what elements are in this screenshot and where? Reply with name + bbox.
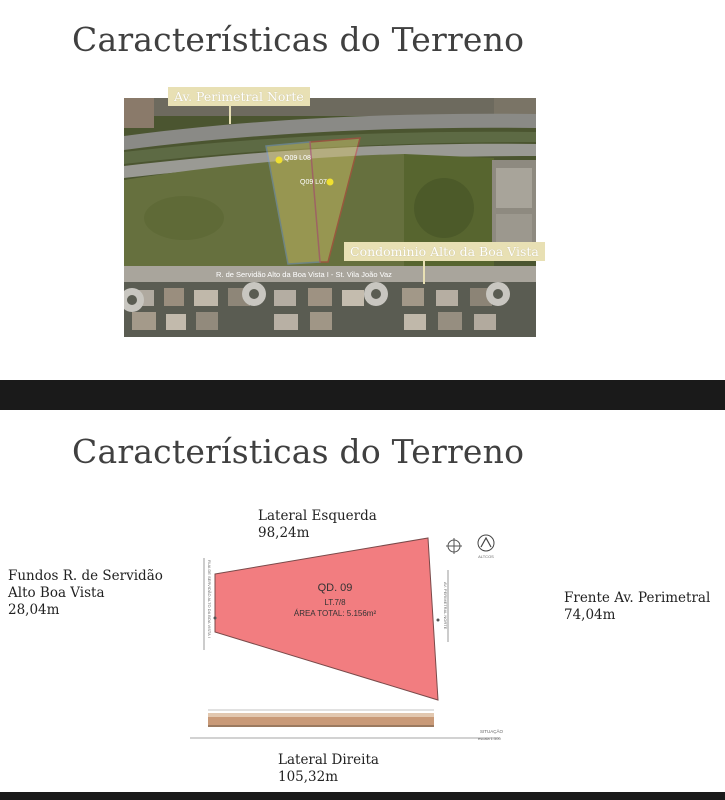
fundos	[8, 568, 163, 619]
fundos-value: 28,04m	[8, 602, 60, 618]
condo-callout: Condominio Alto da Boa Vista	[344, 242, 545, 261]
slide-2	[0, 410, 725, 792]
front-street-text: AV. PERIMETRAL NORTE	[443, 582, 448, 630]
situation-label: SITUAÇÃO	[480, 729, 504, 734]
slide-1	[0, 0, 725, 380]
lateral-esquerda-label: Lateral Esquerda	[258, 508, 377, 524]
altcos-logo-icon	[478, 535, 494, 559]
fundos-line1: Fundos R. de Servidão	[8, 568, 163, 584]
lateral-direita-label: Lateral Direita	[278, 752, 379, 768]
north-symbol-icon	[446, 538, 462, 554]
back-street-text: RUA DE SERVIDÃO ALTO DA BOA VISTA I	[207, 560, 212, 638]
lateral-direita-value: 105,32m	[278, 769, 339, 785]
lateral-esquerda	[258, 508, 377, 542]
satellite-map-drawing	[124, 98, 536, 337]
scale-label: escala 1:500	[478, 736, 501, 741]
frente-value: 74,04m	[564, 607, 616, 623]
frente-label: Frente Av. Perimetral	[564, 590, 711, 606]
avenue-callout: Av. Perimetral Norte	[168, 87, 310, 106]
logo-text: ALTCOS	[478, 554, 494, 559]
slide-2-title: Características do Terreno	[72, 432, 525, 471]
lateral-direita	[278, 752, 379, 786]
lot-area: ÁREA TOTAL: 5.156m²	[293, 609, 377, 618]
slide-1-title: Características do Terreno	[72, 20, 525, 59]
satellite-image	[124, 98, 536, 337]
lot-a-label: Q09 L08	[284, 155, 311, 162]
lot-polygon	[215, 538, 438, 700]
lateral-esquerda-value: 98,24m	[258, 525, 310, 541]
lot-numbers: LT.7/8	[324, 598, 346, 607]
lot-block: QD. 09	[317, 582, 353, 594]
situation-elevation	[190, 710, 500, 738]
lot-b-label: Q09 L07	[300, 179, 327, 186]
fundos-line2: Alto Boa Vista	[8, 585, 105, 601]
street-label: R. de Servidão Alto da Boa Vista I - St. Vila João Vaz	[216, 270, 392, 279]
frente	[564, 590, 710, 624]
